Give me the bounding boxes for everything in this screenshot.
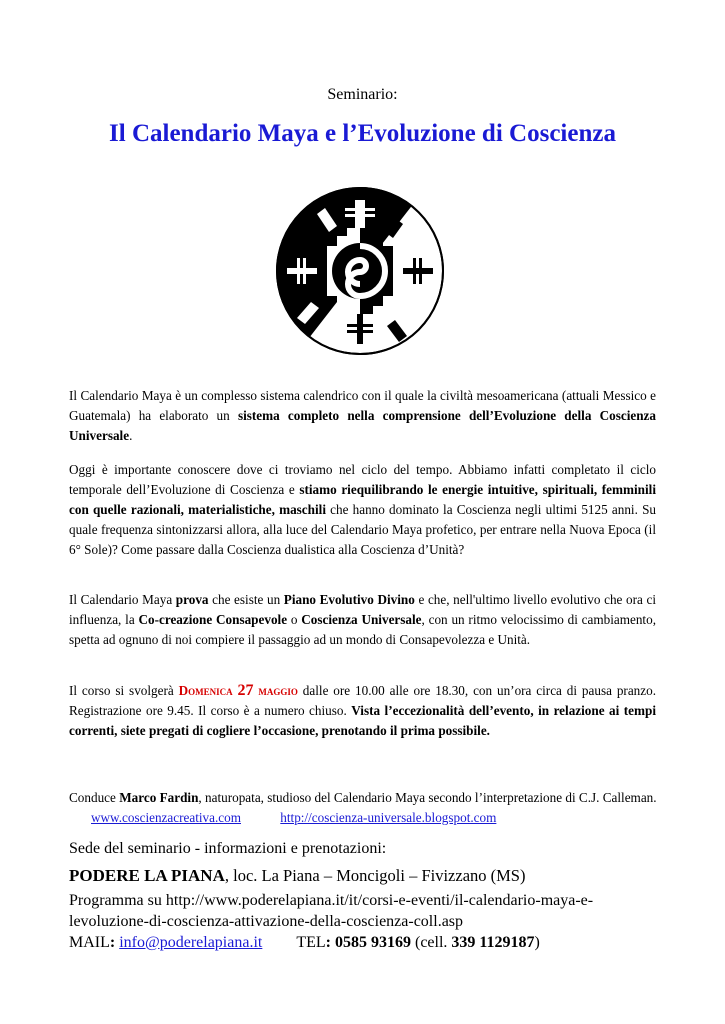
date-month: maggio (253, 683, 298, 698)
text-bold: Piano Evolutivo Divino (283, 592, 415, 607)
page-title: Il Calendario Maya e l’Evoluzione di Coscienza (109, 120, 616, 147)
cell-label: (cell. (411, 934, 452, 951)
venue-address: , loc. La Piana – Moncigoli – Fivizzano (MS) (224, 866, 526, 885)
text-run: Il Calendario Maya (69, 592, 176, 607)
program-url (69, 890, 669, 932)
text-run: e che, nell'ultimo livello evolutivo che ora ci influenza, la (69, 592, 656, 627)
text-bold: Vista l’eccezionalità dell’evento, in relazione ai tempi correnti, siete pregati di cogliere l’occasione, prenotando il prima possibile. (69, 703, 657, 738)
text-bold: stiamo riequilibrando le energie intuitive, spirituali, femminili con quelle razionali, materialistiche, maschili (69, 482, 656, 517)
text-run: Il corso si svolgerà (69, 683, 179, 698)
info-heading: Sede del seminario - informazioni e prenotazioni: (69, 840, 387, 857)
venue-name: PODERE LA PIANA (69, 866, 225, 885)
site-link-blogspot[interactable]: http://coscienza-universale.blogspot.com (280, 810, 497, 825)
teacher-paragraph (69, 788, 669, 828)
contact-line (69, 932, 669, 953)
text-bold: sistema completo nella comprensione dell’Evoluzione della Coscienza Universale (69, 408, 656, 443)
text-run: Il Calendario Maya è un complesso sistema calendrico con il quale la civiltà mesoamericana (attuali Messico e Guatemala) ha elaborato un (69, 388, 656, 423)
text-run: che hanno dominato la Coscienza negli ultimi 5125 anni. Su quale frequenza sintonizzarsi allora, alla luce del Calendario Maya profetico, per entrare nella Nuova Epoca (il 6° Sole)? Come passare dalla Coscienza dualistica alla Coscienza d’Unità? (69, 502, 656, 557)
text-run: Oggi è importante conoscere dove ci troviamo nel ciclo del tempo. Abbiamo infatti completato il ciclo temporale dell’Evoluzione di Coscienza e (69, 462, 656, 497)
mail-label: MAIL (69, 934, 110, 951)
schedule-paragraph (69, 681, 656, 741)
text-bold: Co-creazione Consapevole (138, 612, 288, 627)
hunab-ku-icon (275, 186, 445, 356)
text-bold: Coscienza Universale (301, 612, 422, 627)
date-day: Domenica (178, 683, 238, 698)
cell-number: 339 1129187 (451, 934, 535, 951)
intro-paragraph (69, 386, 656, 446)
cell-close: ) (534, 934, 540, 951)
email-link[interactable]: info@poderelapiana.it (119, 934, 263, 951)
site-link-coscienzacreativa[interactable]: www.coscienzacreativa.com (91, 810, 241, 825)
plan-paragraph (69, 590, 656, 650)
seminar-kicker: Seminario: (327, 86, 398, 103)
text-bold: prova (175, 592, 209, 607)
tel-number: : 0585 93169 (325, 934, 411, 951)
event-date (179, 683, 298, 698)
text-run: o (287, 612, 302, 627)
cycle-paragraph (69, 460, 656, 560)
program-line-1: Programma su http://www.poderelapiana.it/it/corsi-e-eventi/il-calendario-maya-e- (69, 892, 594, 909)
text-run: . (129, 428, 133, 443)
venue-line (69, 865, 669, 886)
text-run: , con un ritmo velocissimo di cambiamento, spetta ad ognuno di noi compiere il passaggio ad un mondo di Consapevolezza e Unità. (69, 612, 656, 647)
text-run: , naturopata, studioso del Calendario Maya secondo l’interpretazione di C.J. Calleman. (198, 790, 657, 805)
mail-colon: : (109, 934, 116, 951)
text-run: dalle ore 10.00 alle ore 18.30, con un’ora circa di pausa pranzo. Registrazione ore 9.45. Il corso è a numero chiuso. (69, 683, 657, 718)
text-run: che esiste un (208, 592, 284, 607)
date-number: 27 (237, 682, 254, 699)
program-line-2: levoluzione-di-coscienza-attivazione-della-coscienza-coll.asp (69, 913, 464, 930)
tel-label: TEL (296, 934, 326, 951)
teacher-name: Marco Fardin (119, 790, 199, 805)
text-run: Conduce (69, 790, 120, 805)
